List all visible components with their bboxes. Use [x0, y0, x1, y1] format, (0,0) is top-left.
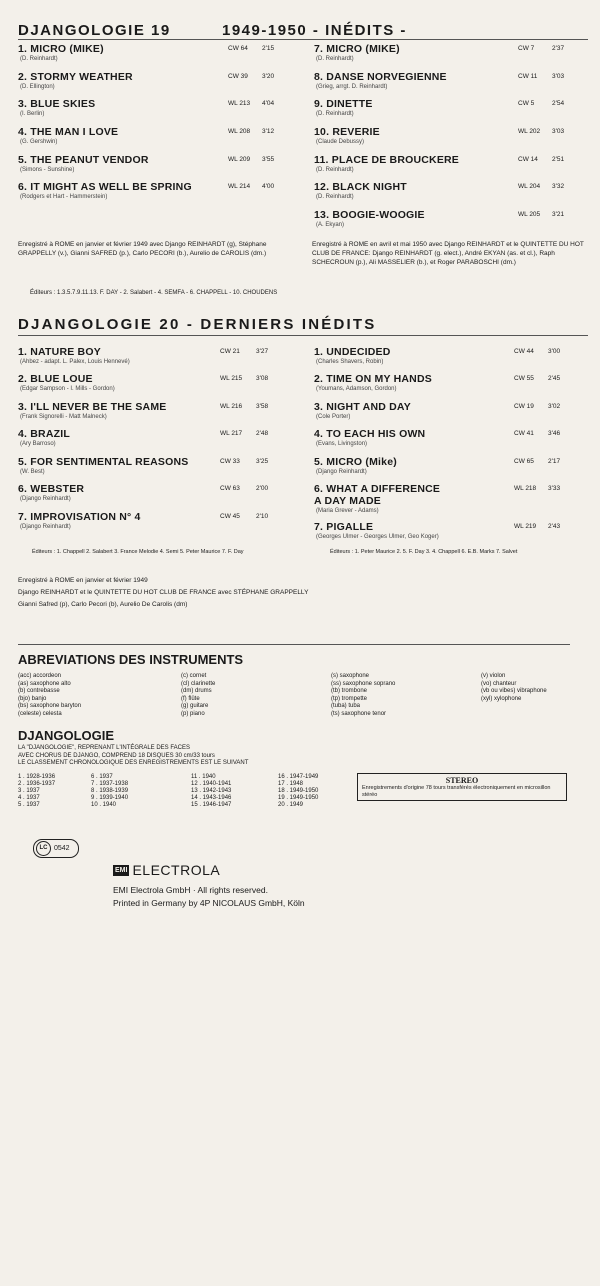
track-title: 3. I'LL NEVER BE THE SAME — [18, 401, 167, 413]
track-row — [18, 511, 286, 530]
column-entry: 1 . 1928-1936 — [18, 774, 56, 780]
column — [278, 774, 318, 809]
track-credits: (D. Reinhardt) — [316, 167, 354, 173]
track-credits: (Charles Shavers, Robin) — [316, 359, 384, 365]
track-catalog: WL 217 — [220, 430, 243, 437]
dj19-subtitle: 1949-1950 - INÉDITS - — [222, 22, 407, 39]
column-entry: (s) saxophone — [331, 673, 370, 679]
track-duration: 2'48 — [256, 430, 269, 437]
column-entry: 20 . 1949 — [278, 802, 304, 808]
track-credits: (Simons - Sunshine) — [20, 167, 75, 173]
dj20-title: DJANGOLOGIE 20 - DERNIERS INÉDITS — [18, 316, 377, 333]
track-credits: (D. Reinhardt) — [316, 111, 354, 117]
track-duration: 2'10 — [256, 513, 269, 520]
track-credits: (Ahbez - adapt. L. Palex, Louis Hennevé) — [20, 359, 130, 365]
track-credits: (D. Reinhardt) — [316, 194, 354, 200]
djangologie-description — [18, 745, 248, 768]
column — [481, 673, 547, 703]
track-title: 6. WHAT A DIFFERENCE A DAY MADE — [314, 483, 441, 507]
track-duration: 4'00 — [262, 183, 275, 190]
column-entry: 6 . 1937 — [91, 774, 113, 780]
column-entry: (g) guitare — [181, 703, 209, 709]
track-row — [314, 43, 582, 62]
stereo-title: STEREO — [445, 776, 479, 785]
column — [331, 673, 395, 718]
dj20-recording-line1: Enregistré à ROME en janvier et février 1949 — [18, 577, 148, 584]
track-duration: 3'03 — [552, 128, 565, 135]
track-catalog: WL 215 — [220, 375, 243, 382]
stereo-box — [357, 773, 567, 801]
track-row — [314, 346, 578, 365]
track-catalog: WL 218 — [514, 485, 537, 492]
track-row — [18, 98, 292, 117]
track-title: 1. MICRO (MIKE) — [18, 43, 104, 55]
track-catalog: WL 208 — [228, 128, 251, 135]
track-duration: 3'58 — [256, 403, 269, 410]
track-duration: 3'27 — [256, 348, 269, 355]
track-title: 12. BLACK NIGHT — [314, 181, 407, 193]
track-catalog: CW 39 — [228, 73, 248, 80]
copyright-line: EMI Electrola GmbH · All rights reserved. — [113, 885, 268, 895]
column-entry: (tp) trompette — [331, 695, 368, 702]
column-entry: 7 . 1937-1938 — [91, 781, 129, 787]
track-duration: 3'55 — [262, 156, 275, 163]
track-title: 7. IMPROVISATION N° 4 — [18, 511, 141, 523]
track-title: 10. REVERIE — [314, 126, 380, 138]
track-row — [314, 483, 578, 514]
column-entry: 2 . 1936-1937 — [18, 781, 56, 787]
track-credits: (Maria Grever - Adams) — [316, 508, 379, 514]
track-title: 1. NATURE BOY — [18, 346, 101, 358]
column-entry: (ts) saxophone tenor — [331, 710, 387, 717]
column — [191, 774, 231, 809]
track-catalog: CW 55 — [514, 375, 534, 382]
column-entry: (vb ou vibes) vibraphone — [481, 688, 547, 694]
track-row — [314, 71, 582, 90]
column-entry: 18 . 1949-1950 — [278, 788, 319, 794]
track-catalog: WL 214 — [228, 183, 251, 190]
track-row — [314, 126, 582, 145]
track-duration: 3'03 — [552, 73, 565, 80]
column-entry: (v) violon — [481, 673, 506, 679]
column-entry: (vo) chanteur — [481, 680, 517, 687]
track-title: 9. DINETTE — [314, 98, 373, 110]
track-catalog: CW 5 — [518, 100, 535, 107]
column-entry: (ss) saxophone soprano — [331, 680, 396, 687]
track-credits: (I. Berlin) — [20, 111, 45, 117]
abbr-title: ABREVIATIONS DES INSTRUMENTS — [18, 652, 244, 667]
dj20-editeurs-left: Éditeurs : 1. Chappell 2. Salabert 3. France Melodie 4. Semi 5. Peter Maurice 7. F. Day — [32, 549, 244, 555]
column — [18, 774, 55, 809]
track-duration: 2'37 — [552, 45, 565, 52]
track-catalog: CW 19 — [514, 403, 534, 410]
column-entry: (c) cornet — [181, 673, 207, 679]
track-duration: 3'32 — [552, 183, 565, 190]
emi-logo-icon: EMI — [115, 866, 128, 874]
dj20-recording-line3: Gianni Safred (p), Carlo Pecori (b), Aurelio De Carolis (dm) — [18, 601, 188, 608]
track-credits: (Ary Barroso) — [20, 441, 56, 447]
column-entry: 9 . 1939-1940 — [91, 795, 129, 801]
track-credits: (Evans, Livingston) — [316, 441, 368, 447]
track-duration: 2'43 — [548, 523, 561, 530]
column-entry: 4 . 1937 — [18, 795, 40, 801]
track-credits: (G. Gershwin) — [20, 139, 58, 145]
track-row — [18, 373, 286, 392]
track-duration: 3'08 — [256, 375, 269, 382]
track-title: 5. MICRO (Mike) — [314, 456, 397, 468]
dj20-editeurs-right: Éditeurs : 1. Peter Maurice 2. 5. F. Day 3. 4. Chappell 6. E.B. Marks 7. Salvet — [330, 549, 518, 555]
track-catalog: CW 11 — [518, 73, 538, 80]
track-duration: 3'21 — [552, 211, 565, 218]
track-catalog: CW 63 — [220, 485, 240, 492]
track-credits: (Django Reinhardt) — [316, 469, 367, 475]
track-duration: 3'46 — [548, 430, 561, 437]
dj19-title: DJANGOLOGIE 19 — [18, 22, 171, 39]
track-row — [18, 483, 286, 502]
track-catalog: CW 44 — [514, 348, 534, 355]
track-catalog: WL 202 — [518, 128, 541, 135]
track-credits: (Django Reinhardt) — [20, 496, 71, 502]
column-entry: (b) contrebasse — [18, 688, 60, 694]
dj19-recording-note-left: Enregistré à ROME en janvier et février 1949 avec Django REINHARDT (g), Stéphane GRAPPELLY (v.), Gianni SAFRED (p.), Carlo PECORI (b.), Aurelio de CAROLIS (dm.) — [18, 241, 267, 257]
track-catalog: WL 213 — [228, 100, 251, 107]
track-catalog: WL 219 — [514, 523, 537, 530]
column-entry: 10 . 1940 — [91, 802, 117, 808]
column — [18, 673, 81, 718]
track-row — [314, 373, 578, 392]
track-duration: 3'02 — [548, 403, 561, 410]
column-entry: 8 . 1938-1939 — [91, 788, 129, 794]
divider — [18, 39, 588, 40]
track-title: 6. WEBSTER — [18, 483, 85, 495]
track-credits: (Cole Porter) — [316, 414, 351, 420]
column-entry: 11 . 1940 — [191, 774, 216, 780]
track-title: 3. BLUE SKIES — [18, 98, 96, 110]
djangologie-line: LA "DJANGOLOGIE", REPRENANT L'INTÉGRALE DES FACES — [18, 745, 191, 751]
track-catalog: CW 21 — [220, 348, 240, 355]
track-row — [314, 401, 578, 420]
track-row — [314, 456, 578, 475]
track-title: 6. IT MIGHT AS WELL BE SPRING — [18, 181, 192, 193]
track-credits: (Django Reinhardt) — [20, 524, 71, 530]
column — [91, 774, 128, 809]
track-credits: (Edgar Sampson - I. Mills - Gordon) — [20, 386, 115, 392]
track-row — [18, 456, 286, 475]
track-catalog: CW 45 — [220, 513, 240, 520]
track-title: 8. DANSE NORVEGIENNE — [314, 71, 447, 83]
dj19-editeurs: Éditeurs : 1.3.5.7.9.11.13. F. DAY - 2. Salabert - 4. SEMFA - 6. CHAPPELL - 10. CHOUDENS — [30, 290, 278, 296]
track-credits: (Georges Ulmer - Georges Ulmer, Geo Koger) — [316, 534, 439, 540]
track-catalog: WL 204 — [518, 183, 541, 190]
track-row — [314, 521, 578, 540]
divider — [18, 644, 570, 645]
track-row — [314, 428, 578, 447]
track-row — [18, 428, 286, 447]
track-title: 5. THE PEANUT VENDOR — [18, 154, 149, 166]
track-catalog: CW 7 — [518, 45, 535, 52]
column — [181, 673, 215, 718]
track-row — [18, 71, 292, 90]
track-credits: (D. Reinhardt) — [316, 56, 354, 62]
column-entry: (celeste) celesta — [18, 710, 62, 717]
column-entry: 12 . 1940-1941 — [191, 781, 232, 787]
track-duration: 3'25 — [256, 458, 269, 465]
track-row — [18, 181, 292, 200]
djangologie-line: AVEC CHORUS DE DJANGO, COMPREND 18 DISQUES 30 cm/33 tours — [18, 752, 215, 759]
column-entry: (f) flûte — [181, 695, 200, 702]
track-credits: (A. Ekyan) — [316, 222, 345, 228]
track-credits: (Grieg, arrgt. D. Reinhardt) — [316, 84, 388, 90]
track-row — [18, 43, 292, 62]
track-row — [18, 126, 292, 145]
track-catalog: CW 14 — [518, 156, 538, 163]
brand-name: ELECTROLA — [132, 862, 221, 878]
track-row — [314, 98, 582, 117]
track-catalog: WL 216 — [220, 403, 243, 410]
column-entry: (bs) saxophone baryton — [18, 703, 82, 709]
column-entry: (tuba) tuba — [331, 703, 361, 709]
track-title: 7. MICRO (MIKE) — [314, 43, 400, 55]
label-code: 0542 — [54, 845, 70, 852]
track-title: 2. STORMY WEATHER — [18, 71, 133, 83]
track-duration: 2'45 — [548, 375, 561, 382]
track-title: 4. TO EACH HIS OWN — [314, 428, 426, 440]
track-row — [18, 154, 292, 173]
track-duration: 2'17 — [548, 458, 561, 465]
column-entry: (bjo) banjo — [18, 695, 47, 702]
track-duration: 2'00 — [256, 485, 269, 492]
track-duration: 3'33 — [548, 485, 561, 492]
column-entry: (tb) trombone — [331, 688, 368, 694]
track-title: 3. NIGHT AND DAY — [314, 401, 411, 413]
track-row — [18, 401, 286, 420]
track-title: 11. PLACE DE BROUCKERE — [314, 154, 460, 166]
divider — [18, 335, 588, 336]
track-row — [18, 346, 286, 365]
column-entry: 14 . 1943-1946 — [191, 795, 232, 801]
track-title: 5. FOR SENTIMENTAL REASONS — [18, 456, 189, 468]
column-entry: 13 . 1942-1943 — [191, 788, 232, 794]
track-credits: (Rodgers et Hart - Hammerstein) — [20, 194, 108, 200]
printer-line: Printed in Germany by 4P NICOLAUS GmbH, Köln — [113, 898, 305, 908]
track-catalog: CW 64 — [228, 45, 248, 52]
column-entry: (as) saxophone alto — [18, 680, 71, 687]
track-duration: 3'12 — [262, 128, 275, 135]
column-entry: 15 . 1946-1947 — [191, 802, 232, 808]
track-title: 13. BOOGIE-WOOGIE — [314, 209, 425, 221]
track-row — [314, 181, 582, 200]
column-entry: 19 . 1949-1950 — [278, 795, 319, 801]
track-title: 1. UNDECIDED — [314, 346, 391, 358]
track-title: 2. TIME ON MY HANDS — [314, 373, 432, 385]
column-entry: (p) piano — [181, 710, 205, 717]
track-duration: 2'51 — [552, 156, 565, 163]
track-title: 4. THE MAN I LOVE — [18, 126, 119, 138]
track-credits: (Frank Signorelli - Matt Malneck) — [20, 414, 107, 420]
track-row — [314, 209, 582, 228]
track-credits: (Youmans, Adamson, Gordon) — [316, 386, 397, 392]
track-catalog: CW 41 — [514, 430, 534, 437]
track-duration: 4'04 — [262, 100, 275, 107]
djangologie-title: DJANGOLOGIE — [18, 728, 115, 743]
track-title: 4. BRAZIL — [18, 428, 70, 440]
djangologie-line: LE CLASSEMENT CHRONOLOGIQUE DES ENREGISTREMENTS EST LE SUIVANT — [18, 760, 249, 766]
track-title: 7. PIGALLE — [314, 521, 374, 533]
track-duration: 3'20 — [262, 73, 275, 80]
track-catalog: WL 205 — [518, 211, 541, 218]
track-catalog: CW 65 — [514, 458, 534, 465]
track-credits: (Claude Debussy) — [316, 139, 365, 145]
dj20-recording-line2: Django REINHARDT et le QUINTETTE DU HOT CLUB DE FRANCE avec STÉPHANE GRAPPELLY — [18, 589, 309, 596]
column-entry: (acc) accordeon — [18, 673, 62, 679]
label-code-badge — [33, 839, 79, 858]
lc-icon: LC — [36, 841, 51, 856]
track-credits: (D. Reinhardt) — [20, 56, 58, 62]
column-entry: (dm) drums — [181, 688, 212, 694]
track-catalog: CW 33 — [220, 458, 240, 465]
track-catalog: WL 209 — [228, 156, 251, 163]
column-entry: 17 . 1948 — [278, 781, 304, 787]
column-entry: 16 . 1947-1949 — [278, 774, 319, 780]
track-row — [314, 154, 582, 173]
track-duration: 2'15 — [262, 45, 275, 52]
electrola-logo — [113, 862, 220, 878]
track-credits: (W. Best) — [20, 469, 45, 475]
column-entry: (xyl) xylophone — [481, 695, 522, 702]
column-entry: (cl) clarinette — [181, 680, 216, 687]
dj19-recording-note-right: Enregistré à ROME en avril et mai 1950 avec Django REINHARDT et le QUINTETTE DU HOT CLUB DE FRANCE: Django REINHARDT (g. elect.), André EKYAN (as. et cl.), Raph SCHECROUN (p.), Ali MASSELIER (b.), et Roger PARABOSCHI (dm.) — [312, 241, 584, 266]
track-duration: 3'00 — [548, 348, 561, 355]
column-entry: 3 . 1937 — [18, 788, 40, 794]
stereo-text: Enregistrements d'origine 78 tours transférés électroniquement en microsillon stéréo — [362, 785, 551, 798]
track-duration: 2'54 — [552, 100, 565, 107]
track-title: 2. BLUE LOUE — [18, 373, 93, 385]
track-credits: (D. Ellington) — [20, 84, 55, 90]
column-entry: 5 . 1937 — [18, 802, 40, 808]
